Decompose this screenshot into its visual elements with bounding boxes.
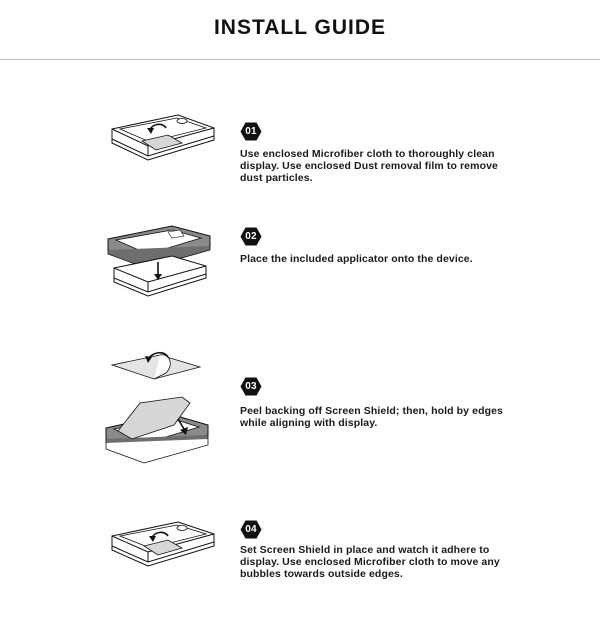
step-1-number: 01 [245,126,257,137]
device-cleaning-illustration [100,106,230,176]
step-3-badge [240,377,262,396]
peel-align-illustration [100,345,230,475]
step-3-number: 03 [245,381,257,392]
step-4-text: Set Screen Shield in place and watch it adhere to display. Use enclosed Microfiber cloth to move any bubbles towards outside edges. [240,544,500,580]
step-4 [100,510,580,630]
page-title: INSTALL GUIDE [213,16,387,39]
step-3 [100,345,580,465]
step-4-badge [240,520,262,539]
step-4-number: 04 [245,524,257,535]
step-2-number: 02 [245,231,257,242]
shield-adhere-illustration [100,510,230,580]
step-2-text: Place the included applicator onto the device. [240,253,473,265]
step-1-text: Use enclosed Microfiber cloth to thoroughly clean display. Use enclosed Dust removal film to remove dust particles. [240,148,498,184]
title-divider [0,59,600,60]
step-1-badge [240,122,262,141]
applicator-illustration [100,222,230,312]
step-3-text: Peel backing off Screen Shield; then, hold by edges while aligning with display. [240,405,503,429]
step-2 [100,222,580,342]
step-1 [100,106,580,226]
step-2-badge [240,227,262,246]
